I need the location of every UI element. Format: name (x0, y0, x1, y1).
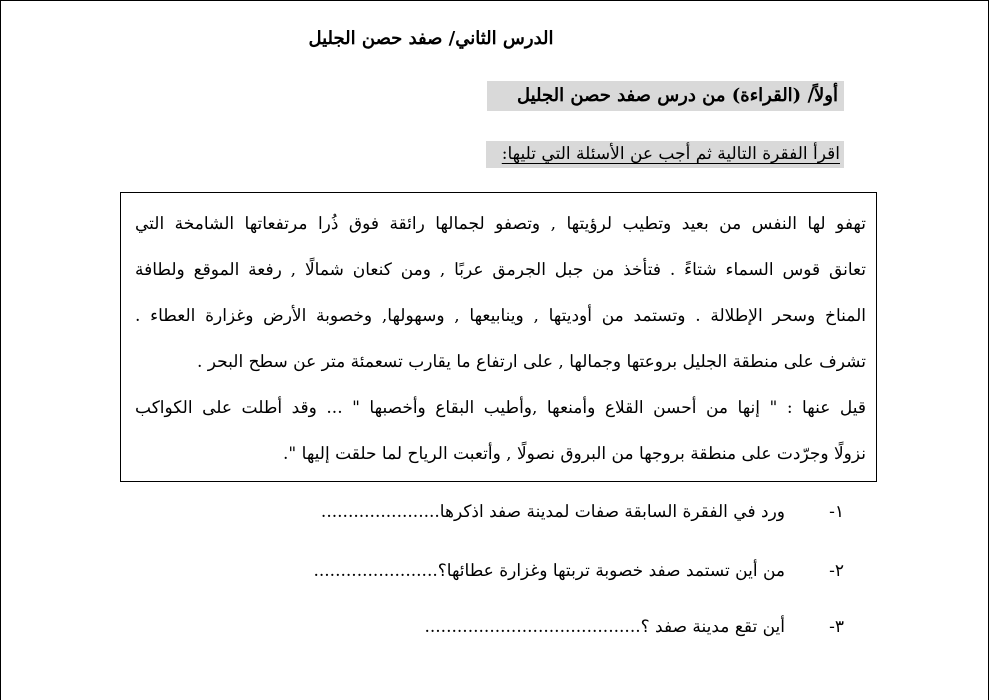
passage-line-4: تشرف على منطقة الجليل بروعتها وجمالها , على ارتفاع ما يقارب تسعمئة متر عن سطح البحر . (196, 352, 866, 372)
question-text: أين تقع مدينة صفد ؟........................................ (424, 617, 785, 637)
question-text: ورد في الفقرة السابقة صفات لمدينة صفد اذكرها...................... (320, 502, 785, 522)
question-number: ٢- (829, 561, 844, 581)
question-number: ١- (829, 502, 844, 522)
passage-line-2: تعانق قوس السماء شتاءً . فتأخذ من جبل الجرمق عربًا , ومن كنعان شمالًا , رفعة الموقع ولطافة (135, 260, 866, 280)
passage-line-6: نزولًا وجرّدت على منطقة بروجها من البروق نصولًا , وأتعبت الرياح لما حلقت إليها ". (283, 444, 866, 464)
passage-box (120, 192, 877, 482)
section-title: أولاً/ (القراءة) من درس صفد حصن الجليل (487, 81, 844, 111)
passage-line-1: تهفو لها النفس من بعيد وتطيب لرؤيتها , وتصفو لجمالها رائقة فوق ذُرا مرتفعاتها الشامخة التي (135, 214, 866, 234)
question-number: ٣- (829, 617, 844, 637)
passage-line-3: المناخ وسحر الإطلالة . وتستمد من أوديتها , وينابيعها , وسهولها, وخصوبة الأرض وغزارة العطاء . (135, 306, 866, 326)
lesson-title: الدرس الثاني/ صفد حصن الجليل (308, 28, 554, 49)
question-text: من أين تستمد صفد خصوبة تربتها وغزارة عطائها؟....................... (313, 561, 785, 581)
instruction-text: اقرأ الفقرة التالية ثم أجب عن الأسئلة التي تليها: (486, 141, 844, 168)
passage-line-5: قيل عنها : " إنها من أحسن القلاع وأمنعها ,وأطيب البقاع وأخصبها " ... وقد أطلت على الكواكب (135, 398, 866, 418)
